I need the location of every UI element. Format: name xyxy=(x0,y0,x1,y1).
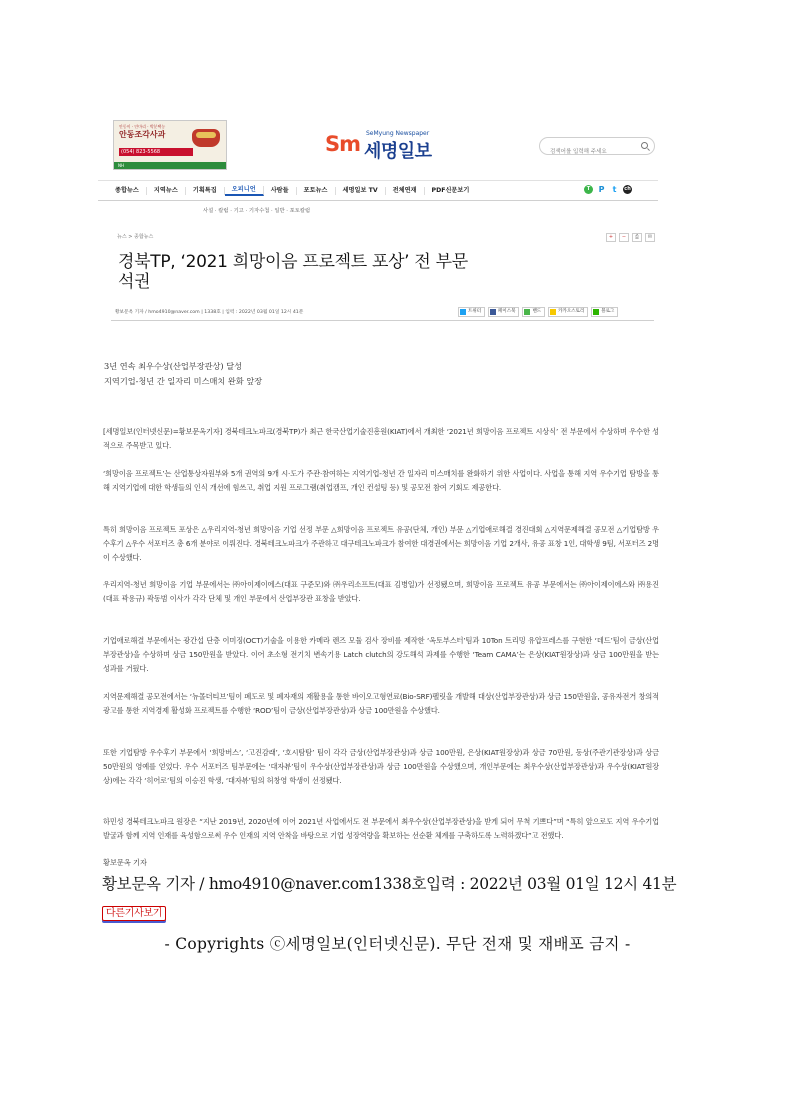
logo-mark: Sm xyxy=(325,132,361,156)
nav-top-divider xyxy=(98,180,658,181)
search-icon[interactable] xyxy=(641,142,648,149)
article-paragraph: ‘희망이음 프로젝트’는 산업통상자원부와 5개 권역의 9개 시·도가 주관·참여하는 지역기업-청년 간 일자리 미스매치를 완화하기 위한 사업이다. 사업을 통해 지역 우수기업 탐방을 통해 지역기업에 대한 학생들의 인식 개선에 힘쓰고, 취업 지원 프로그램(취업캠프, 개인 컨설팅 등) 및 공모전 참여 기회도 제공한다. xyxy=(103,469,659,493)
article-tools xyxy=(606,233,655,242)
font-decrease-icon[interactable]: − xyxy=(619,233,629,242)
footer-byline-text: 황보문옥 기자 / hmo4910@naver.com1338호입력 : 2022년 03월 01일 12시 41분 xyxy=(102,875,677,893)
nav-item-series[interactable]: 전체연재 xyxy=(386,187,425,195)
share-kakaostory-button[interactable] xyxy=(548,307,588,317)
twitter-icon[interactable]: t xyxy=(610,185,619,194)
copyright-notice: - Copyrights ⓒ세명일보(인터넷신문). 무단 전재 및 재배포 금지 - xyxy=(164,935,631,953)
share-label: 트위터 xyxy=(468,309,482,314)
share-label: 카카오스토리 xyxy=(558,309,585,314)
share-blog-button[interactable] xyxy=(591,307,618,317)
font-increase-icon[interactable]: + xyxy=(606,233,616,242)
ad-line1: 안동이 · 안마리 · 박분택농 xyxy=(119,124,166,129)
nav-item-features[interactable]: 기획특집 xyxy=(186,187,225,195)
share-facebook-button[interactable] xyxy=(488,307,519,317)
social-links xyxy=(584,185,632,194)
article-subheads xyxy=(104,359,262,389)
article-headline: 경북TP, ‘2021 희망이음 프로젝트 포상’ 전 부문 석권 xyxy=(118,252,468,292)
nav-item-people[interactable]: 사람들 xyxy=(264,187,297,195)
more-articles-button[interactable]: 다른기사보기 xyxy=(102,906,166,921)
nav-bottom-divider xyxy=(98,200,658,201)
subhead-line: 지역기업-청년 간 일자리 미스매치 완화 앞장 xyxy=(104,376,263,386)
article-paragraph: 하민성 경북테크노파크 원장은 “지난 2019년, 2020년에 이어 2021년 사업에서도 전 부문에서 최우수상(산업부장관상)을 받게 되어 무척 기쁘다”며 “특히 앞으로도 지역 우수기업 발굴과 함께 지역 인재를 육성함으로써 우수 인재의 지역 안착을 바탕으로 기업 성장역량을 확보하는 선순환 체계를 구축하도록 노력하겠다”고 전했다. xyxy=(103,817,659,841)
share-twitter-button[interactable] xyxy=(458,307,485,317)
sub-nav[interactable]: 사설 · 칼럼 · 기고 · 기자수첩 · 일반 · 포토칼럼 xyxy=(203,208,311,214)
channel-icon[interactable]: ch xyxy=(624,186,631,192)
breadcrumb[interactable]: 뉴스 > 종합뉴스 xyxy=(117,234,154,240)
twitter-share-icon xyxy=(460,309,466,315)
article-paragraph: 특히 희망이음 프로젝트 포상은 △우리지역-청년 희망이음 기업 선정 부문 △희망이음 프로젝트 유공(단체, 개인) 부문 △기업애로해결 경진대회 △지역문제해결 공모전 △기업탐방 우수후기 △우수 서포터즈 총 6개 분야로 이뤄진다. 경북테크노파크가 주관하고 대구테크노파크가 참여한 대경권에서는 희망이음 기업 2개사, 유공 표창 1인, 대학생 9팀, 서포터즈 2명이 수상했다. xyxy=(103,525,659,563)
article-paragraph: [세명일보(인터넷신문)=황보문옥기자] 경북테크노파크(경북TP)가 최근 한국산업기술진흥원(KIAT)에서 개최한 ‘2021년 희망이음 프로젝트 시상식’ 전 부문에서 수상하며 우수한 성적으로 주목받고 있다. xyxy=(103,427,659,451)
logo-subtitle: SeMyung Newspaper xyxy=(366,130,430,137)
share-label: 밴드 xyxy=(532,309,542,314)
ad-phone: (054) 823-5568 xyxy=(119,148,193,156)
print-icon[interactable]: ⎙ xyxy=(632,233,642,242)
search-input[interactable] xyxy=(540,145,642,159)
kakaostory-icon xyxy=(550,309,556,315)
blog-icon xyxy=(593,309,599,315)
header-rule xyxy=(111,320,654,321)
article-paragraph: 지역문제해결 공모전에서는 ‘뉴몰더티브’팀이 폐도로 및 폐자재의 재활용을 통한 바이오고형연료(Bio-SRF)펠릿을 개발해 대상(산업부장관상)과 상금 150만원을, 공유자전거 창의적 광고를 통한 지역경제 활성화 프로젝트를 수행한 ‘ROD’팀이 금상(산업부장관상)과 상금 100만원을 수상했다. xyxy=(103,692,659,716)
nav-item-photo-news[interactable]: 포토뉴스 xyxy=(297,187,336,195)
apple-box-icon xyxy=(192,129,220,147)
article-meta: 황보문옥 기자 / hmo4910@naver.com | 1338호 | 입력 : 2022년 03월 01일 12시 41분 xyxy=(115,310,304,315)
share-buttons xyxy=(458,307,618,317)
search-box xyxy=(539,137,655,155)
share-label: 블로그 xyxy=(601,309,615,314)
ad-banner[interactable] xyxy=(113,120,227,170)
talk-icon[interactable]: T xyxy=(584,185,593,194)
nav-item-opinion[interactable]: 오피니언 xyxy=(225,186,264,196)
main-nav xyxy=(108,184,476,198)
facebook-icon xyxy=(490,309,496,315)
article-paragraph: 기업애로해결 부문에서는 광간섭 단층 이미징(OCT)기술을 이용한 카메라 렌즈 모듈 검사 장비를 제작한 ‘옥토부스터’팀과 10Ton 트리밍 유압프레스를 구현한 ‘데드’팀이 금상(산업부장관상)을 수상하며 상금 150만원을 받았다. 이어 초소형 전기치 변속기용 Latch clutch의 강도해석 과제를 수행한 ‘Team CAMA’는 은상(KIAT원장상)과 상금 100만원을 받는 성과를 거뒀다. xyxy=(103,636,659,674)
nav-item-tv[interactable]: 세명일보 TV xyxy=(336,187,386,195)
subhead-line: 3년 연속 최우수상(산업부장관상) 달성 xyxy=(104,361,243,371)
article-paragraph: 우리지역-청년 희망이음 기업 부문에서는 ㈜아이제이에스(대표 구준모)와 ㈜우리소프트(대표 김병일)가 선정됐으며, 희망이음 프로젝트 유공 부문에서는 ㈜아이제이에스와 ㈜용진(대표 곽용규) 곽동범 이사가 각각 단체 및 개인 부문에서 산업부장관 표창을 받았다. xyxy=(103,580,659,604)
ad-title: 안동조각사과 xyxy=(119,130,166,139)
nav-item-pdf[interactable]: PDF신문보기 xyxy=(431,187,470,194)
nav-item-local-news[interactable]: 지역뉴스 xyxy=(147,187,186,195)
nav-item-general-news[interactable]: 종합뉴스 xyxy=(108,187,147,195)
ad-bank: NH xyxy=(114,162,227,169)
share-label: 페이스북 xyxy=(498,309,516,314)
share-band-button[interactable] xyxy=(522,307,545,317)
footer-byline xyxy=(102,870,702,926)
band-icon xyxy=(524,309,530,315)
mail-icon[interactable]: ✉ xyxy=(645,233,655,242)
article-signoff: 황보문옥 기자 xyxy=(103,858,147,867)
p-icon[interactable]: P xyxy=(598,185,605,194)
logo-name: 세명일보 xyxy=(364,141,432,162)
article-paragraph: 또한 기업탐방 우수후기 부문에서 ‘희망버스’, ‘고진감래’, ‘호시탐탐’ 팀이 각각 금상(산업부장관상)과 상금 100만원, 은상(KIAT원장상)과 상금 70만원, 동상(주관기관장상)과 상금 50만원의 영예를 얻었다. 우수 서포터즈 팀부문에는 ‘대자뷰’팀이 우수상(산업부장관상)과 상금 100만원을 수상했으며, 개인부문에는 최우수상(산업부장관상)과 우수상(KIAT원장상)에는 각각 ‘히어로’팀의 이승진 학생, ‘대자뷰’팀의 허창영 학생이 선정됐다. xyxy=(103,748,659,786)
